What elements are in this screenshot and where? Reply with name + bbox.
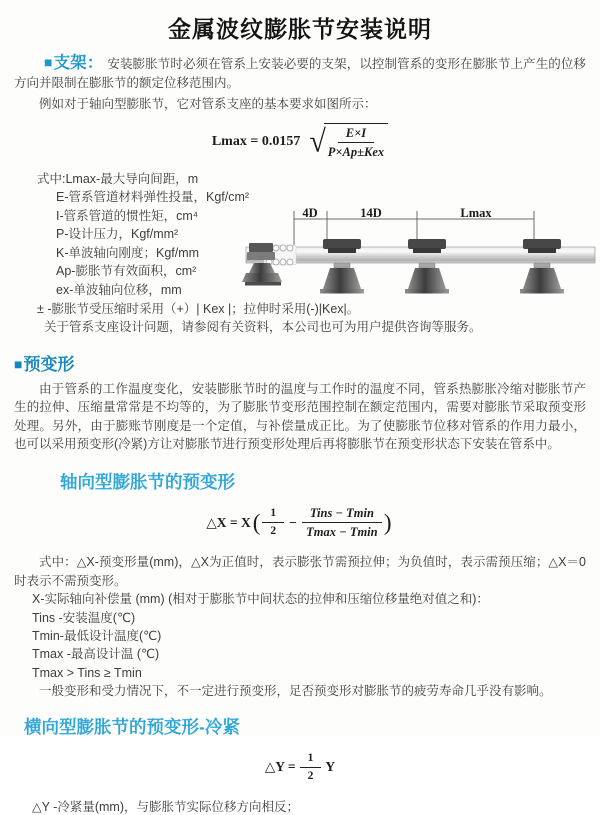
support-intro-text: 安装膨胀节时必须在管系上安装必要的支架，以控制管系的变形在膨胀节上产生的位移方向并限制在膨胀节的额定位移范围内。 xyxy=(14,57,586,90)
pipe-support-diagram xyxy=(245,205,597,305)
axial-def-item: Tmax > Tins ≥ Tmin xyxy=(32,665,142,680)
saddle-support xyxy=(405,239,449,294)
temp-denominator: Tmax − Tmin xyxy=(306,525,378,540)
half-numerator: 1 xyxy=(300,751,322,768)
temperature-fraction xyxy=(302,505,382,541)
one-half-fraction xyxy=(300,751,322,784)
axial-subheading: 轴向型膨胀节的预变形 xyxy=(60,471,235,492)
axial-def-item: Tins -安装温度(℃) xyxy=(32,610,136,625)
axial-explain-paragraph: 式中：△X-预变形量(mm)，△X为正值时，表示膨张节需预拉伸；为负值时，表示需预压缩；△X＝0时表示不需预变形。 xyxy=(14,555,586,588)
predeform-heading-label: 预变形 xyxy=(23,354,75,374)
saddle-support xyxy=(320,239,364,294)
def-item: Ap-膨胀节有效面积，cm² xyxy=(56,264,197,279)
fraction-numerator: E×I xyxy=(338,125,374,143)
page-title: 金属波纹膨胀节安装说明 xyxy=(168,16,432,42)
axial-def-item: Tmin-最低设计温度(℃) xyxy=(32,628,162,643)
axial-def-item: Tmax -最高设计温 (℃) xyxy=(32,647,160,662)
def-item: P-设计压力，Kgf/mm² xyxy=(56,227,179,242)
dimension-label-4d: 4D xyxy=(302,205,318,220)
predeform-paragraph: 由于管系的工作温度变化，安装膨胀节时的温度与工作时的温度不同，管系热膨胀冷缩对膨胀节产生的拉伸、压缩量常常是不均等的，为了膨胀节变形范围控制在额定范围内，需要对膨胀节采取预变形处理。另外，由于膨账节刚度是一个定值，与补偿量成正比。为了使膨胀节位移对管系的作用力最小，也可以采用预变形(冷紧)方让对膨胀节进行预变形处理后再将膨胀节在预变形状态下安装在管系中。 xyxy=(14,381,586,452)
half-denominator: 2 xyxy=(307,769,314,782)
consult-note: 关于管系支座设计问题，请参阅有关资料，本公司也可为用户提供咨询等服务。 xyxy=(44,320,482,335)
support-section-heading xyxy=(44,54,103,72)
dimension-label-14d: 14D xyxy=(360,205,382,220)
open-paren: ( xyxy=(252,510,261,536)
support-heading-label: 支架： xyxy=(53,54,104,72)
temp-numerator: Tins − Tmin xyxy=(302,505,382,523)
radicand xyxy=(324,123,388,161)
lateral-subheading: 横向型膨胀节的预变形-冷紧 xyxy=(24,716,240,737)
dimension-label-lmax: Lmax xyxy=(460,205,492,220)
half-numerator: 1 xyxy=(262,506,284,523)
lateral-note: △Y -冷紧量(mm)，与膨胀节实际位移方向相反； xyxy=(32,799,300,814)
formula-lhs: Lmax = 0.0157 xyxy=(211,133,301,149)
fraction-denominator: P×Ap±Kex xyxy=(327,145,385,160)
axial-note: 一般变形和受力情况下，不一定进行预变形，足否预变形对膨胀节的疲劳寿命几乎没有影响。 xyxy=(39,683,552,698)
support-paragraph xyxy=(14,54,586,93)
def-item: E-管系管道材料弹性投量，Kgf/cm² xyxy=(56,190,250,205)
formula-definitions-block xyxy=(37,170,600,337)
minus-sign: − xyxy=(289,514,297,530)
guide-spacing-formula xyxy=(0,123,600,161)
def-item: K-单波轴向刚度；Kgf/mm xyxy=(56,245,200,260)
predeform-section-heading xyxy=(14,350,600,375)
section-bullet-square-icon: ■ xyxy=(44,54,53,70)
one-half-fraction xyxy=(262,506,284,539)
defs-lead-line: 式中:Lmax-最大导向间距，m xyxy=(37,171,199,186)
section-bullet-square-icon: ■ xyxy=(14,355,23,372)
close-paren: ) xyxy=(383,510,392,536)
def-item: ex-单波轴向位移，mm xyxy=(56,283,182,298)
lateral-formula-lhs: △Y = xyxy=(264,759,296,775)
axial-definition-list xyxy=(32,590,600,681)
half-denominator: 2 xyxy=(270,525,277,538)
def-item: I-管系管道的惯性矩，cm⁴ xyxy=(56,208,199,223)
lateral-formula xyxy=(0,751,600,784)
example-line: 例如对于轴向型膨胀节，它对管系支座的基本要求如图所示： xyxy=(39,97,377,111)
axial-formula-lhs: △X = X xyxy=(206,514,251,530)
axial-def-item: X-实际轴向补偿量 (mm) (相对于膨胀节中间状态的拉伸和压缩位移量绝对值之和)： xyxy=(32,592,489,607)
formula-fraction xyxy=(324,125,388,161)
axial-formula xyxy=(0,505,600,541)
lateral-formula-rhs: Y xyxy=(325,759,336,775)
radical-sign: √ xyxy=(309,123,326,159)
plus-minus-note: ± -膨胀节受压缩时采用（+）| Kex |；拉伸时采用(-)|Kex|。 xyxy=(37,301,360,316)
saddle-support xyxy=(520,239,564,294)
